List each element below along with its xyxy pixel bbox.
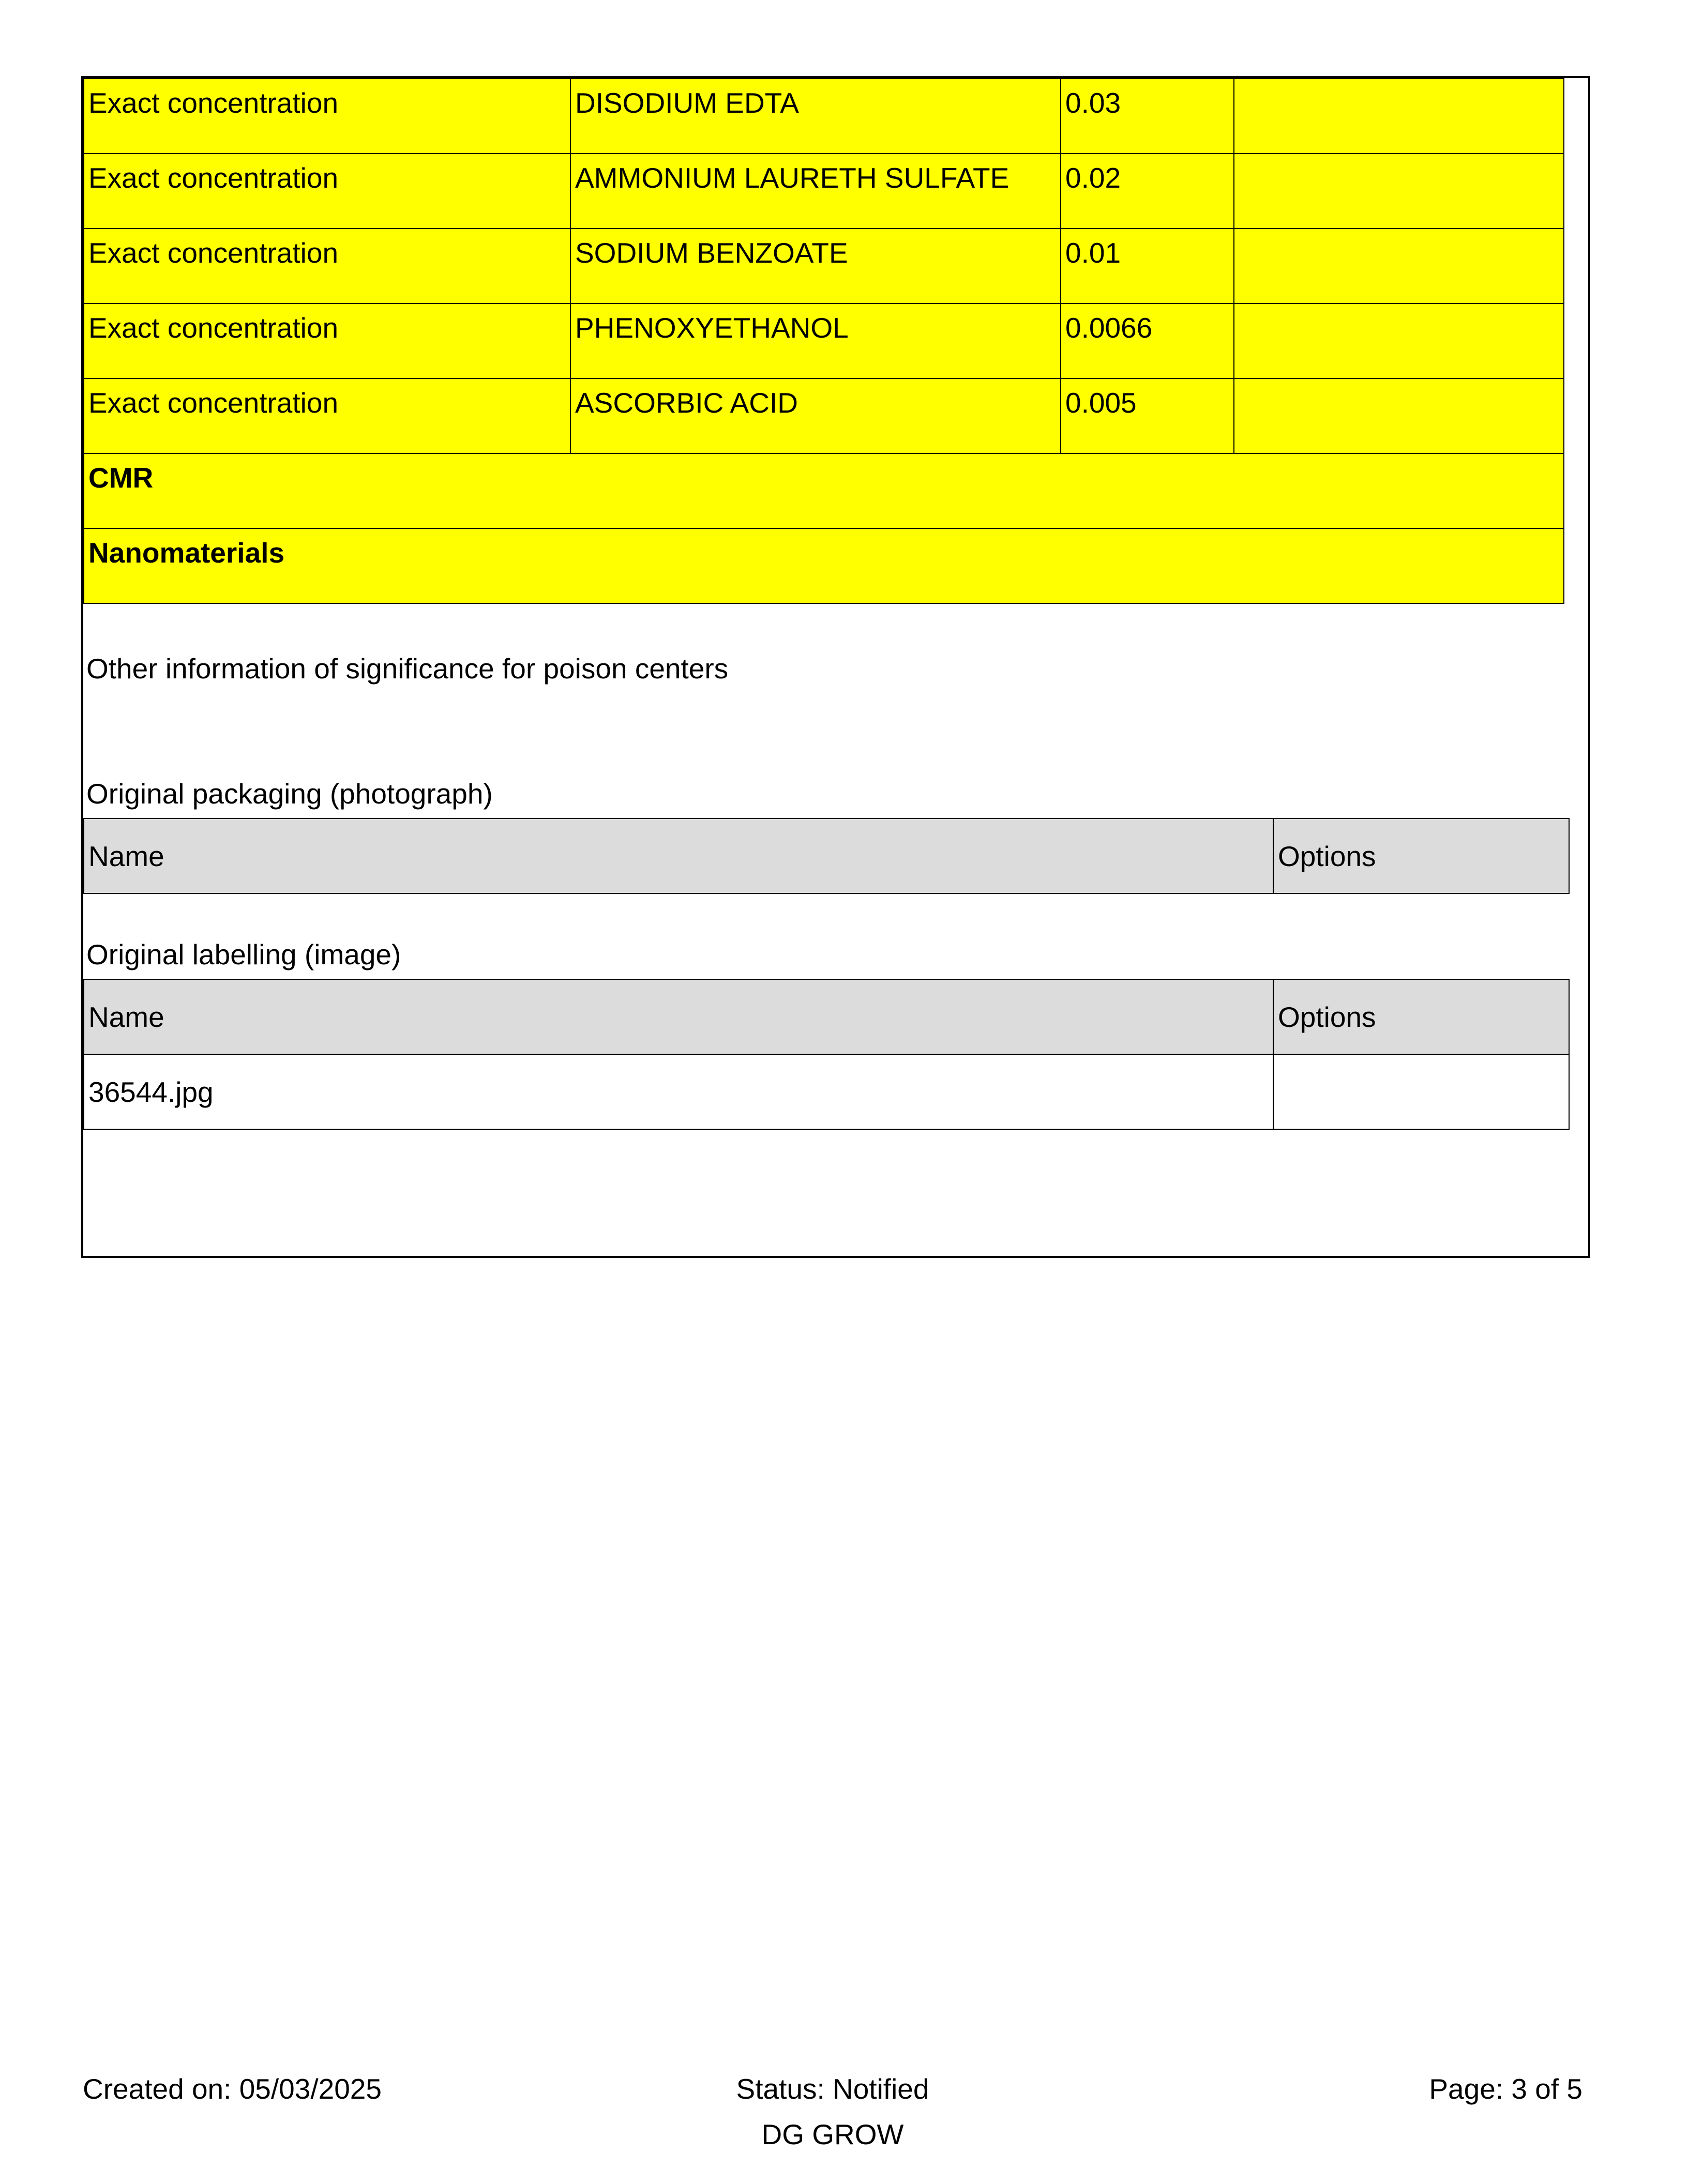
packaging-table [83, 818, 1570, 894]
concentration-value-cell: 0.01 [1061, 229, 1234, 304]
concentration-value-cell: 0.0066 [1061, 304, 1234, 378]
table-row [84, 79, 1564, 154]
footer-status: Status: Notified [736, 2073, 929, 2105]
empty-cell [1234, 229, 1564, 304]
packaging-table-header [84, 818, 1569, 893]
concentration-type-cell: Exact concentration [84, 304, 570, 378]
cmr-section-label: CMR [84, 453, 1564, 528]
packaging-section-title: Original packaging (photograph) [86, 778, 493, 810]
table-row [84, 229, 1564, 304]
attachment-filename: 36544.jpg [84, 1054, 1273, 1129]
options-column-header: Options [1273, 818, 1569, 893]
nanomaterials-section-label: Nanomaterials [84, 528, 1564, 603]
document-frame [81, 76, 1590, 1258]
concentration-table [83, 78, 1564, 604]
options-column-header: Options [1273, 979, 1569, 1054]
ingredient-name-cell: PHENOXYETHANOL [570, 304, 1061, 378]
empty-cell [1234, 79, 1564, 154]
empty-cell [1234, 378, 1564, 453]
name-column-header: Name [84, 818, 1273, 893]
empty-cell [1234, 154, 1564, 229]
concentration-type-cell: Exact concentration [84, 154, 570, 229]
section-row-cmr [84, 453, 1564, 528]
name-column-header: Name [84, 979, 1273, 1054]
concentration-type-cell: Exact concentration [84, 79, 570, 154]
section-row-nanomaterials [84, 528, 1564, 603]
empty-cell [1234, 304, 1564, 378]
ingredient-name-cell: SODIUM BENZOATE [570, 229, 1061, 304]
attachment-row [84, 1054, 1569, 1129]
table-row [84, 154, 1564, 229]
other-info-heading: Other information of significance for poison centers [86, 653, 729, 685]
empty-cell [1273, 1054, 1569, 1129]
footer-page-number: Page: 3 of 5 [1429, 2073, 1583, 2105]
footer-line-1 [83, 2071, 1583, 2107]
table-row [84, 304, 1564, 378]
concentration-value-cell: 0.005 [1061, 378, 1234, 453]
labelling-table-header [84, 979, 1569, 1054]
concentration-type-cell: Exact concentration [84, 229, 570, 304]
concentration-value-cell: 0.02 [1061, 154, 1234, 229]
page-footer [83, 2071, 1583, 2152]
concentration-value-cell: 0.03 [1061, 79, 1234, 154]
concentration-type-cell: Exact concentration [84, 378, 570, 453]
table-row [84, 378, 1564, 453]
ingredient-name-cell: AMMONIUM LAURETH SULFATE [570, 154, 1061, 229]
footer-created-on: Created on: 05/03/2025 [83, 2073, 382, 2105]
labelling-section-title: Original labelling (image) [86, 938, 401, 970]
ingredient-name-cell: ASCORBIC ACID [570, 378, 1061, 453]
ingredient-name-cell: DISODIUM EDTA [570, 79, 1061, 154]
footer-line-2 [83, 2116, 1583, 2152]
labelling-table [83, 979, 1570, 1130]
footer-organisation: DG GROW [761, 2118, 904, 2150]
